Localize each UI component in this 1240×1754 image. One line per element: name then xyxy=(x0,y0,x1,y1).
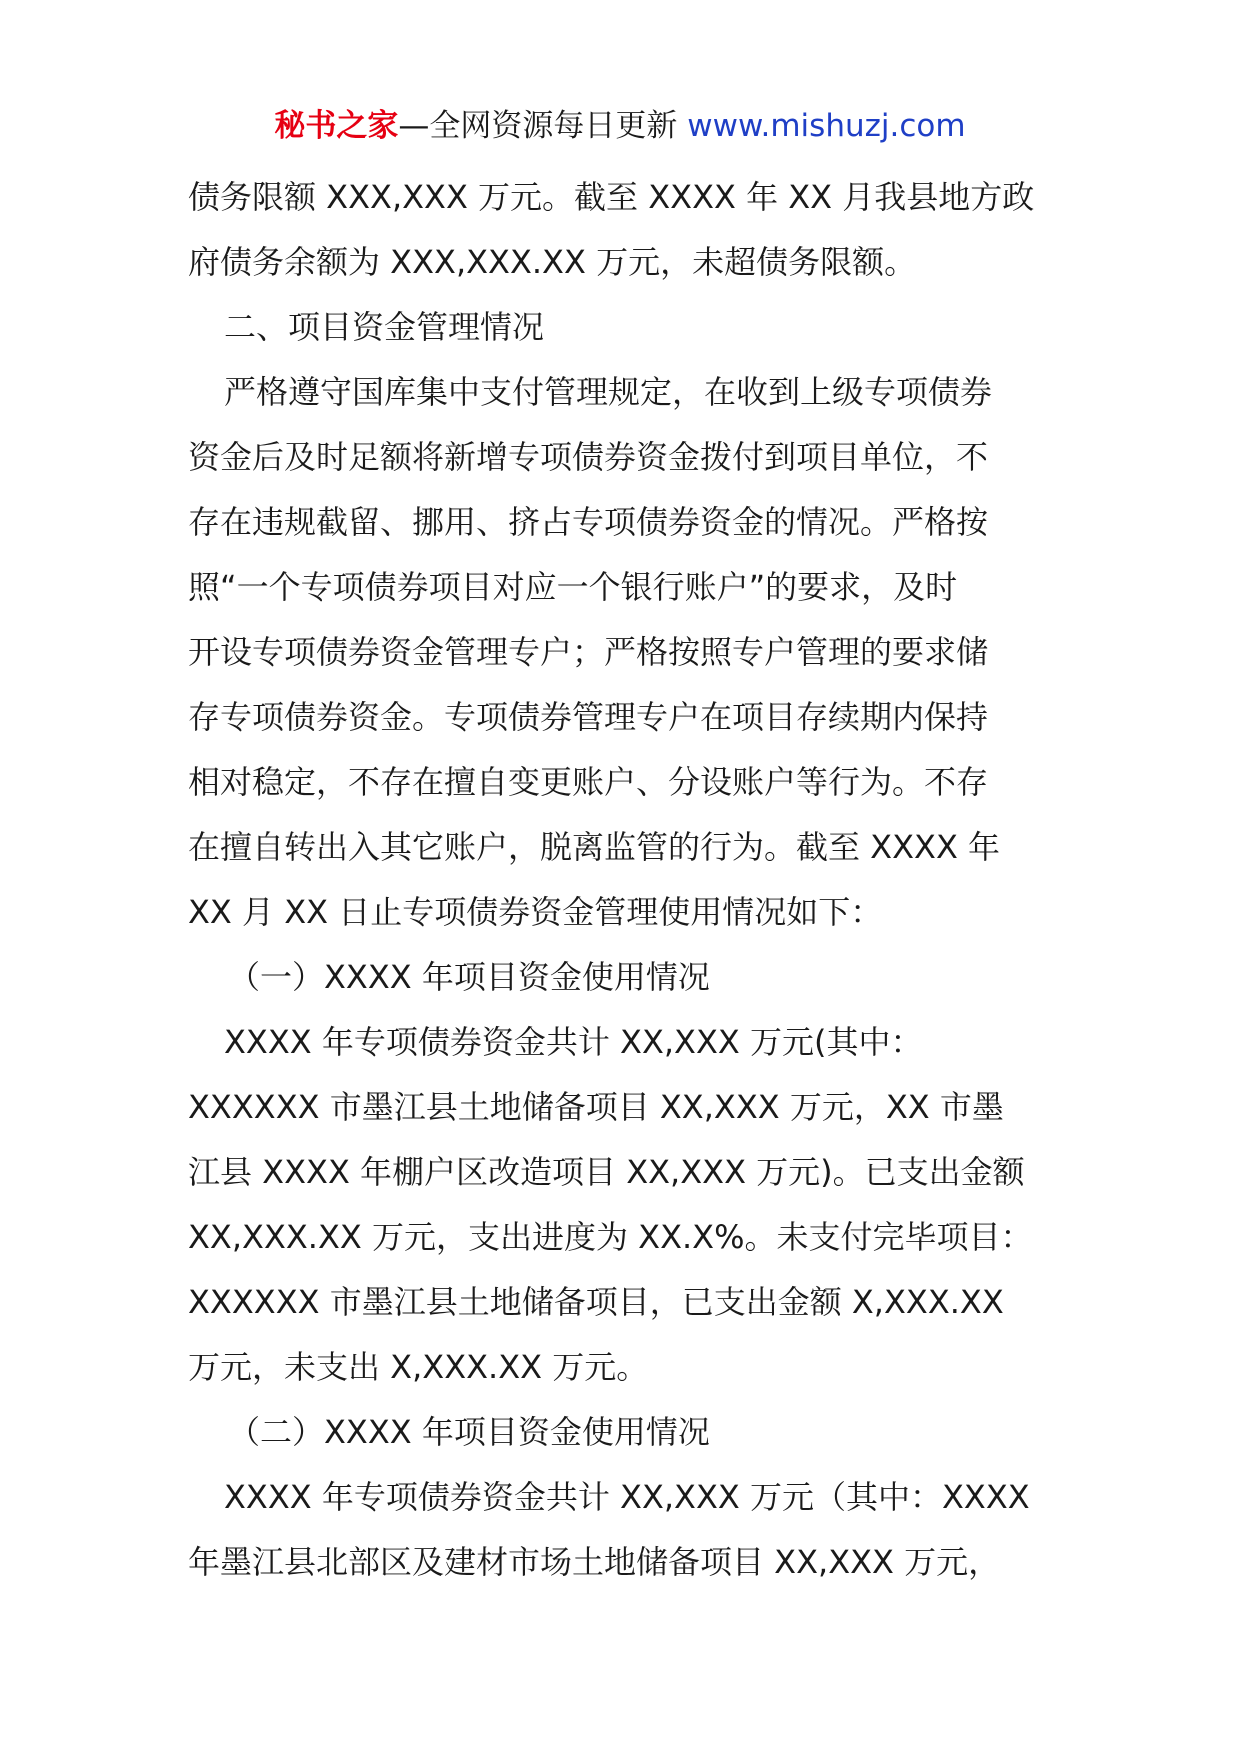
body-text-line: 存专项债券资金。专项债券管理专户在项目存续期内保持 xyxy=(188,698,989,736)
body-text-line: 府债务余额为 XXX,XXX.XX 万元，未超债务限额。 xyxy=(188,243,917,281)
body-text-line: 在擅自转出入其它账户，脱离监管的行为。截至 XXXX 年 xyxy=(188,828,1001,866)
page-header xyxy=(0,104,1240,148)
body-text-line: XXXX 年专项债券资金共计 XX,XXX 万元（其中：XXXX xyxy=(224,1478,1030,1516)
website-link[interactable]: www.mishuzj.com xyxy=(687,108,966,144)
body-text-line: 严格遵守国库集中支付管理规定，在收到上级专项债券 xyxy=(224,373,993,411)
body-text-line: XXXXXX 市墨江县土地储备项目，已支出金额 X,XXX.XX xyxy=(188,1283,1004,1321)
body-text-line: 存在违规截留、挪用、挤占专项债券资金的情况。严格按 xyxy=(188,503,989,541)
body-text-line: XXXX 年专项债券资金共计 XX,XXX 万元(其中： xyxy=(224,1023,923,1061)
body-text-line: 相对稳定，不存在擅自变更账户、分设账户等行为。不存 xyxy=(188,763,989,801)
body-text-line: 照“一个专项债券项目对应一个银行账户”的要求，及时 xyxy=(188,568,958,606)
body-text-line: 江县 XXXX 年棚户区改造项目 XX,XXX 万元)。已支出金额 xyxy=(188,1153,1025,1191)
body-text-line: 开设专项债券资金管理专户；严格按照专户管理的要求储 xyxy=(188,633,989,671)
body-text-line: XXXXXX 市墨江县土地储备项目 XX,XXX 万元，XX 市墨 xyxy=(188,1088,1004,1126)
subsection-heading: （一）XXXX 年项目资金使用情况 xyxy=(228,958,710,996)
body-text-line: XX 月 XX 日止专项债券资金管理使用情况如下： xyxy=(188,893,883,931)
body-text-line: 年墨江县北部区及建材市场土地储备项目 XX,XXX 万元， xyxy=(188,1543,1001,1581)
document-body xyxy=(188,165,1068,1595)
body-text-line: 债务限额 XXX,XXX 万元。截至 XXXX 年 XX 月我县地方政 xyxy=(188,178,1035,216)
section-heading: 二、项目资金管理情况 xyxy=(224,308,545,346)
brand-name: 秘书之家 xyxy=(274,108,399,144)
body-text-line: 资金后及时足额将新增专项债券资金拨付到项目单位，不 xyxy=(188,438,989,476)
body-text-line: XX,XXX.XX 万元，支出进度为 XX.X%。未支付完毕项目： xyxy=(188,1218,1033,1256)
header-slogan: —全网资源每日更新 xyxy=(398,108,688,144)
subsection-heading: （二）XXXX 年项目资金使用情况 xyxy=(228,1413,710,1451)
body-text-line: 万元，未支出 X,XXX.XX 万元。 xyxy=(188,1348,649,1386)
